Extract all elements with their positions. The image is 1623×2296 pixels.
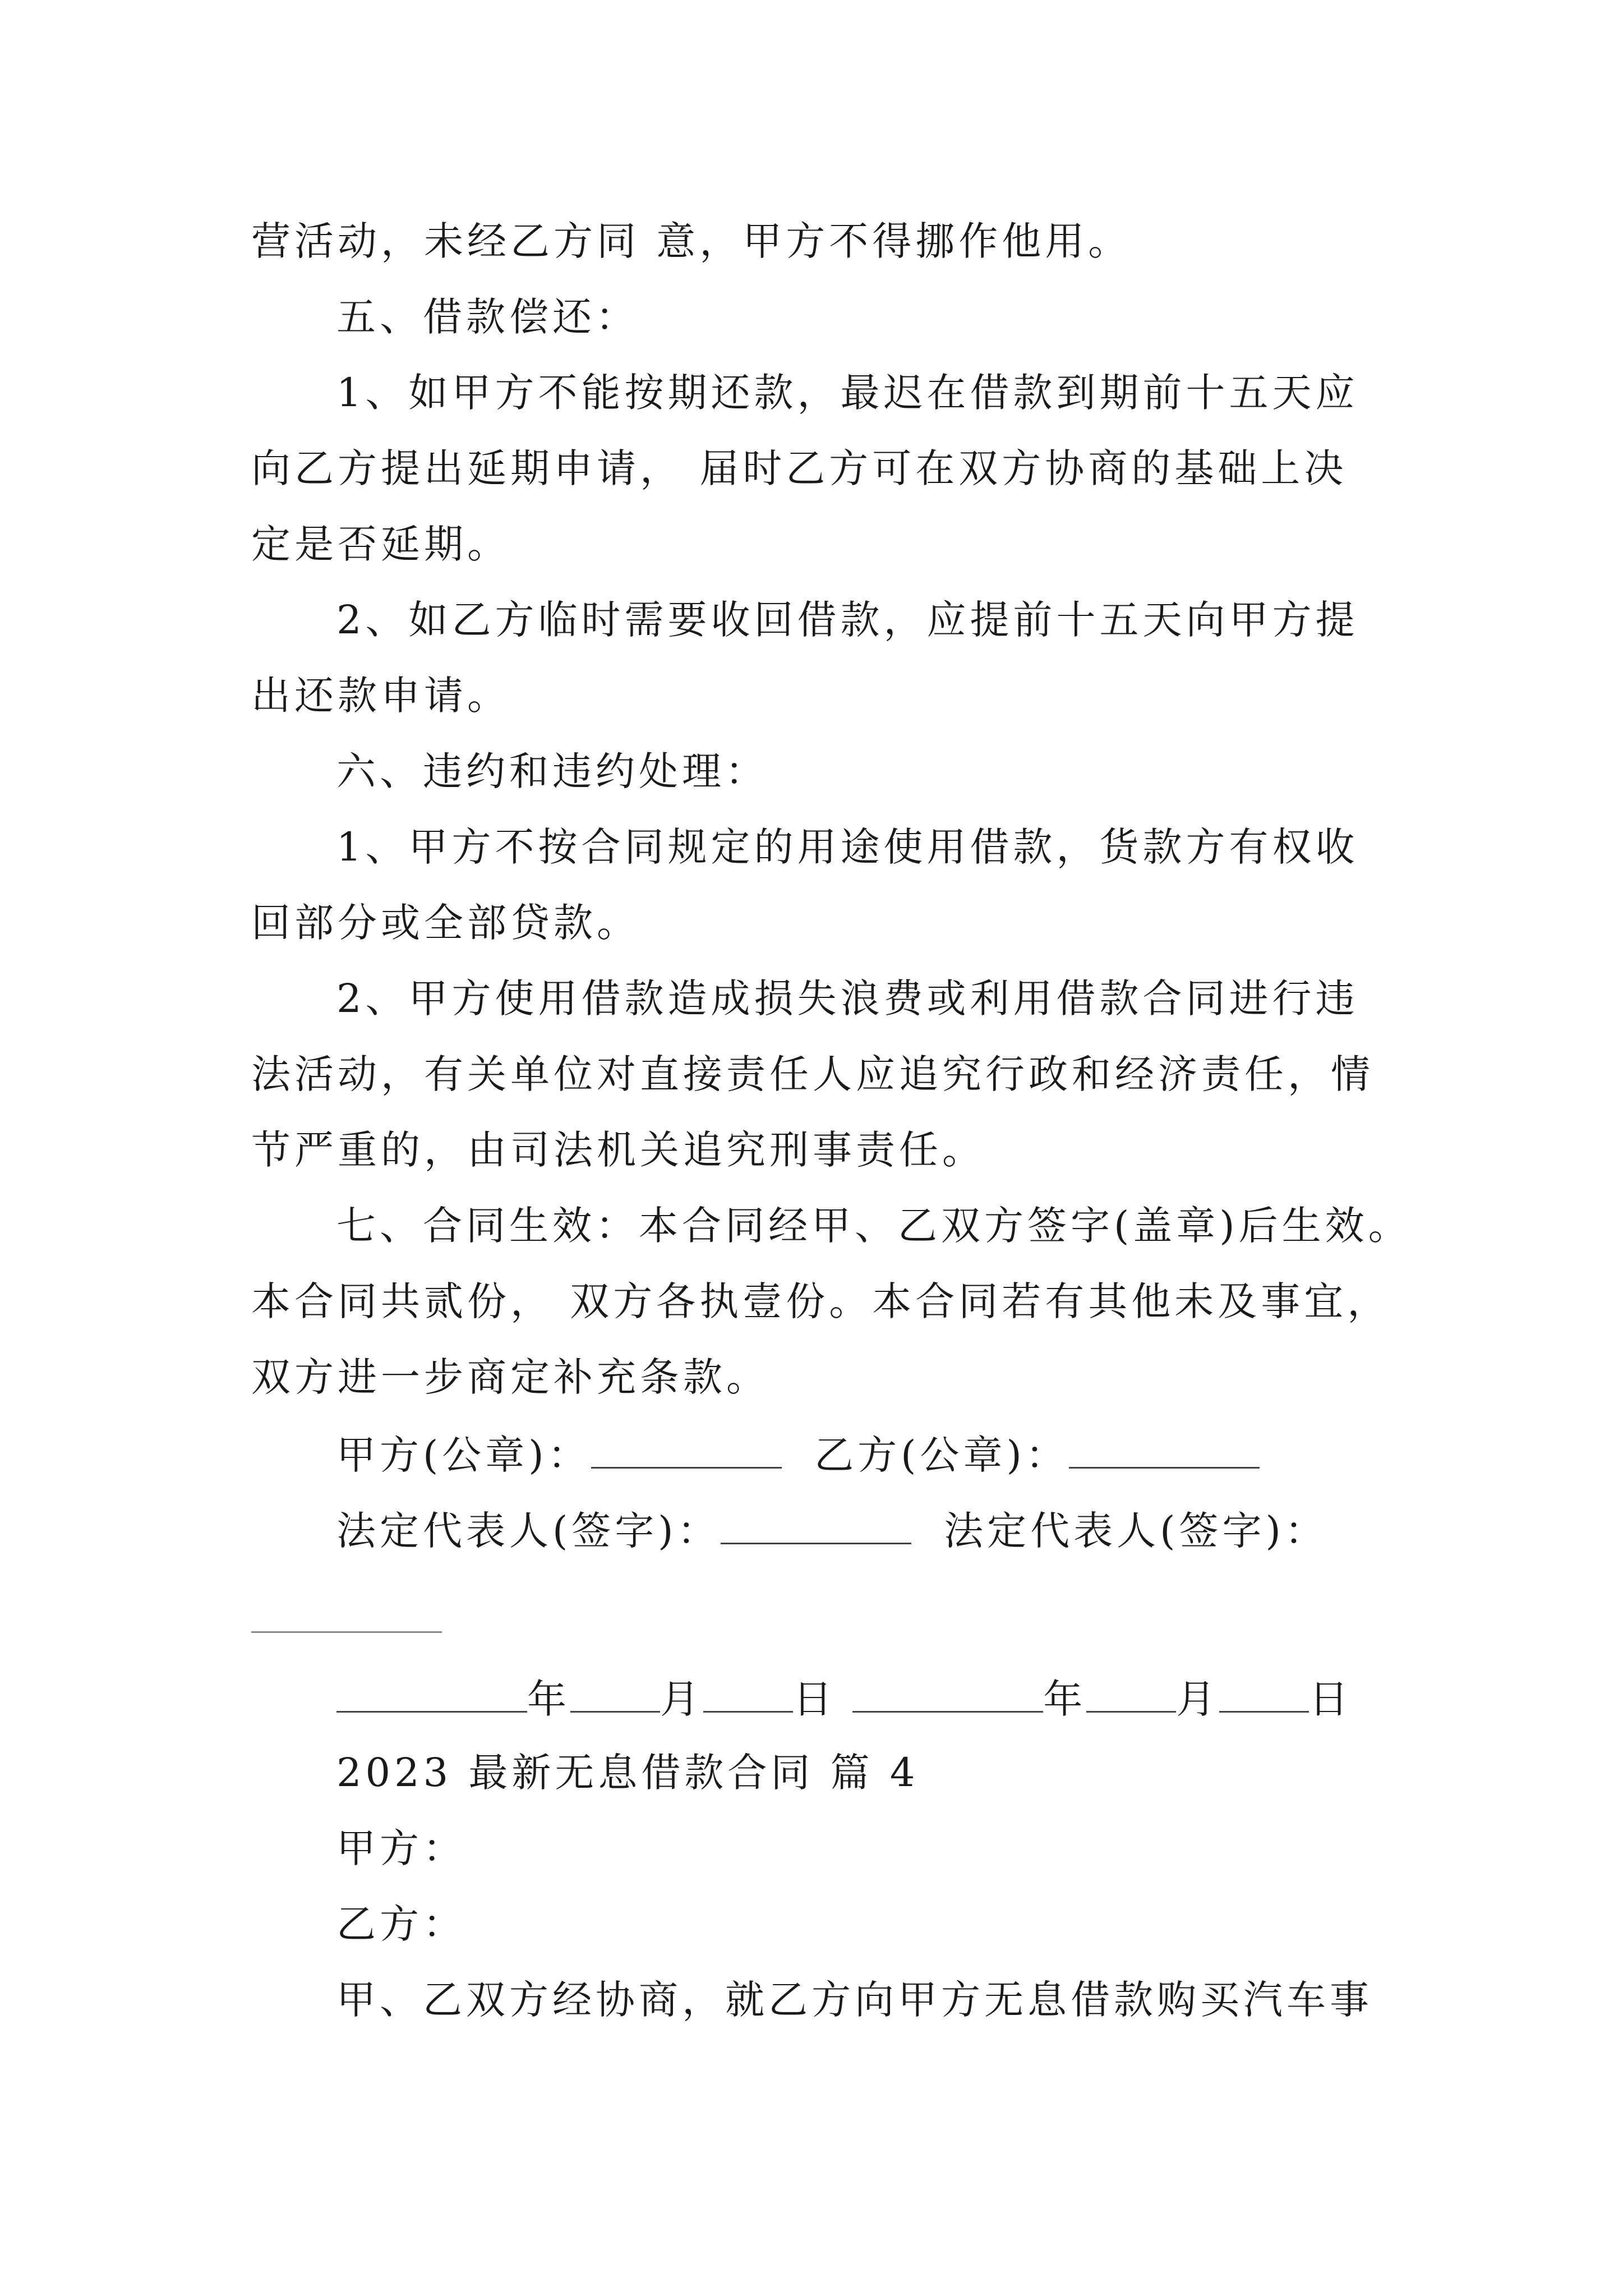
date-a-month-blank: [570, 1677, 660, 1713]
party-a-seal-blank: [591, 1433, 782, 1469]
section-heading: 五、借款偿还：: [336, 294, 639, 340]
date-b-year-blank: [852, 1677, 1043, 1713]
rep-a-label: 法定代表人(签字)：: [336, 1508, 721, 1554]
date-row: [336, 1676, 1353, 1722]
text-line: 营活动，未经乙方同 意，甲方不得挪作他用。: [251, 218, 1132, 264]
date-a-day-blank: [703, 1677, 793, 1713]
text-line: 1、如甲方不能按期还款，最迟在借款到期前十五天应: [336, 370, 1359, 416]
date-b-month: 月: [1176, 1676, 1220, 1722]
text-line: 2、甲方使用借款造成损失浪费或利用借款合同进行违: [336, 976, 1359, 1022]
rep-a-blank: [721, 1509, 911, 1544]
rep-b-blank-continued: [251, 1631, 442, 1633]
date-b-day: 日: [1309, 1676, 1353, 1722]
party-b-seal-label: 乙方(公章)：: [814, 1432, 1069, 1478]
date-b-day-blank: [1219, 1677, 1309, 1713]
party-b-seal-blank: [1069, 1433, 1260, 1469]
text-line: 向乙方提出延期申请， 届时乙方可在双方协商的基础上决: [251, 445, 1348, 491]
text-line: 法活动，有关单位对直接责任人应追究行政和经济责任，情: [251, 1051, 1374, 1097]
seal-row: [336, 1432, 1260, 1478]
section-heading: 六、违约和违约处理：: [336, 748, 768, 794]
party-b-label: 乙方：: [336, 1901, 466, 1947]
text-line: 节严重的，由司法机关追究刑事责任。: [251, 1127, 985, 1173]
text-line: 2、如乙方临时需要收回借款，应提前十五天向甲方提: [336, 597, 1359, 643]
date-a-year: 年: [527, 1676, 570, 1722]
rep-b-label: 法定代表人(签字)：: [944, 1508, 1328, 1554]
text-line: 1、甲方不按合同规定的用途使用借款，货款方有权收: [336, 824, 1359, 870]
representative-row: [336, 1508, 1328, 1554]
date-b-year: 年: [1043, 1676, 1087, 1722]
date-a-year-blank: [336, 1677, 527, 1713]
text-line: 七、合同生效：本合同经甲、乙双方签字(盖章)后生效。: [336, 1203, 1412, 1249]
party-a-label: 甲方：: [336, 1825, 466, 1871]
date-a-day: 日: [793, 1676, 836, 1722]
text-line: 回部分或全部贷款。: [251, 900, 640, 946]
party-a-seal-label: 甲方(公章)：: [336, 1432, 591, 1478]
date-b-month-blank: [1086, 1677, 1176, 1713]
text-line: 定是否延期。: [251, 521, 510, 567]
section-title: 2023 最新无息借款合同 篇 4: [336, 1750, 919, 1796]
text-line: 甲、乙双方经协商，就乙方向甲方无息借款购买汽车事: [336, 1977, 1373, 2023]
date-a-month: 月: [660, 1676, 703, 1722]
text-line: 双方进一步商定补充条款。: [251, 1354, 769, 1400]
text-line: 出还款申请。: [251, 673, 510, 719]
text-line: 本合同共贰份， 双方各执壹份。本合同若有其他未及事宜，: [251, 1278, 1391, 1324]
